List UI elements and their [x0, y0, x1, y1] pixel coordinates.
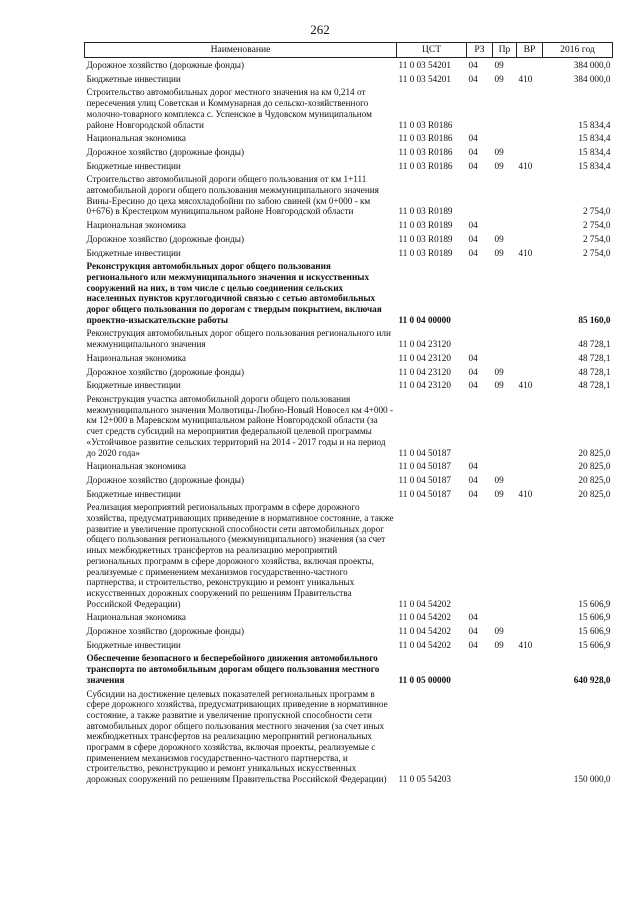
row-pr	[493, 500, 517, 610]
row-name: Бюджетные инвестиции	[86, 488, 181, 499]
row-name: Реконструкция автомобильных дорог общего пользования регионального или межмуниципального значения и искусственных сооружений на них, в том числе с целью соединения сельских населенных пунктов круглогодичной связью с сетью автомобильных дорог общего пользования по дорогам с твердым покрытием, включая проектно-изыскательские работы	[86, 261, 382, 325]
row-vr: 410	[518, 160, 533, 171]
table-row	[85, 624, 613, 638]
row-amount: 15 834,4	[578, 119, 611, 130]
row-code: 11 0 04 54202	[398, 598, 451, 609]
row-name: Реализация мероприятий региональных программ в сфере дорожного хозяйства, предусматривающих приведение в нормативное состояние, а также развитие и увеличение пропускной способности сети автомобильных дорог общего пользования регионального (межмуниципального) значения (за счет иных межбюджетных трансфертов на реализацию мероприятий региональных программ в сфере дорожного хозяйства, включая проекты, реализуемые с применением механизмов государственно-частного партнерства, и строительство, реконструкцию и ремонт уникальных искусственных дорожных сооружений по решениям Правительства Российской Федерации)	[86, 502, 394, 609]
row-name: Национальная экономика	[86, 461, 187, 472]
table-row	[85, 218, 613, 232]
row-code: 11 0 04 23120	[398, 366, 451, 377]
row-amount: 85 160,0	[578, 314, 611, 325]
table-header	[85, 43, 613, 58]
row-vr	[517, 687, 543, 786]
row-pr	[493, 85, 517, 131]
row-rz: 04	[468, 220, 478, 231]
row-name: Дорожное хозяйство (дорожные фонды)	[86, 626, 245, 637]
table-row	[85, 392, 613, 459]
table-row	[85, 145, 613, 159]
row-rz	[467, 392, 493, 459]
row-pr	[493, 351, 517, 365]
row-vr	[517, 85, 543, 131]
row-amount: 15 834,4	[578, 146, 611, 157]
row-name: Реконструкция участка автомобильной дороги общего пользования межмуниципального значения Молвотицы-Любно-Новый Новосел км 4+000 - км 12+000 в Маревском муниципальном районе Новгородской области (за счет средств субсидий на мероприятия федеральной целевой программы «Устойчивое развитие сельских территорий на 2014 - 2017 годы и на период до 2020 года»	[86, 393, 393, 458]
row-rz: 04	[468, 233, 478, 244]
row-amount: 384 000,0	[573, 73, 611, 84]
row-rz: 04	[468, 352, 478, 363]
row-vr: 410	[518, 639, 533, 650]
table-row	[85, 159, 613, 173]
row-rz	[467, 326, 493, 350]
row-vr	[517, 145, 543, 159]
row-vr	[517, 326, 543, 350]
row-name: Национальная экономика	[86, 612, 187, 623]
table-row	[85, 638, 613, 652]
row-pr: 09	[494, 60, 504, 70]
row-amount: 15 606,9	[578, 639, 611, 650]
row-vr	[517, 473, 543, 487]
row-vr: 410	[518, 247, 533, 258]
table-row	[85, 365, 613, 379]
row-name: Реконструкция автомобильных дорог общего пользования регионального или межмуниципального значения	[86, 328, 391, 350]
row-rz: 04	[468, 73, 478, 84]
row-amount: 48 728,1	[578, 352, 611, 363]
table-row	[85, 232, 613, 246]
table-row	[85, 500, 613, 610]
table-row	[85, 131, 613, 145]
row-vr	[517, 259, 543, 326]
row-pr: 09	[494, 366, 504, 377]
row-name: Национальная экономика	[86, 133, 187, 144]
row-pr	[493, 610, 517, 624]
row-code: 11 0 03 R0186	[398, 160, 453, 171]
row-pr: 09	[494, 474, 504, 485]
row-pr	[493, 218, 517, 232]
row-code: 11 0 03 R0186	[398, 133, 453, 144]
row-rz: 04	[468, 461, 478, 472]
table-row	[85, 58, 613, 72]
row-rz: 04	[468, 380, 478, 391]
table-row	[85, 378, 613, 392]
row-rz: 04	[468, 60, 478, 70]
row-code: 11 0 04 50187	[398, 447, 451, 458]
row-amount: 2 754,0	[582, 206, 611, 217]
row-amount: 150 000,0	[573, 774, 611, 785]
row-pr: 09	[494, 247, 504, 258]
row-name: Бюджетные инвестиции	[86, 247, 181, 258]
row-code: 11 0 04 23120	[398, 339, 451, 350]
row-rz: 04	[468, 160, 478, 171]
header-amount: 2016 год	[543, 43, 613, 58]
row-vr	[517, 218, 543, 232]
row-name: Дорожное хозяйство (дорожные фонды)	[86, 474, 245, 485]
row-amount: 2 754,0	[582, 247, 611, 258]
header-rz: РЗ	[467, 43, 493, 58]
row-pr	[493, 687, 517, 786]
row-amount: 48 728,1	[578, 339, 611, 350]
row-name: Обеспечение безопасного и бесперебойного движения автомобильного транспорта по автомобильным дорогам общего пользования местного значения	[86, 653, 380, 685]
table-row	[85, 72, 613, 86]
row-name: Дорожное хозяйство (дорожные фонды)	[86, 60, 245, 70]
row-rz	[467, 500, 493, 610]
row-vr	[517, 172, 543, 218]
row-pr: 09	[494, 233, 504, 244]
row-pr: 09	[494, 639, 504, 650]
row-amount: 15 606,9	[578, 626, 611, 637]
row-code: 11 0 04 50187	[398, 474, 451, 485]
row-rz	[467, 172, 493, 218]
row-name: Дорожное хозяйство (дорожные фонды)	[86, 233, 245, 244]
row-rz: 04	[468, 626, 478, 637]
header-name: Наименование	[85, 43, 397, 58]
table-row	[85, 259, 613, 326]
row-code: 11 0 03 R0189	[398, 220, 453, 231]
row-rz	[467, 259, 493, 326]
table-row	[85, 459, 613, 473]
row-pr: 09	[494, 160, 504, 171]
row-name: Строительство автомобильной дороги общего пользования от км 1+111 автомобильной дороги общего пользования межмуниципального значения Вины-Ересино до цеха мясохладобойни по забою свиней (км 0+000 - км 0+676) в Крестецком муниципальном районе Новгородской области	[86, 174, 379, 217]
row-name: Бюджетные инвестиции	[86, 73, 181, 84]
row-name: Национальная экономика	[86, 352, 187, 363]
row-vr: 410	[518, 73, 533, 84]
row-code: 11 0 03 R0189	[398, 206, 453, 217]
row-code: 11 0 04 54202	[398, 639, 451, 650]
row-vr: 410	[518, 488, 533, 499]
row-code: 11 0 03 R0186	[398, 146, 453, 157]
row-code: 11 0 05 54203	[398, 774, 451, 785]
row-rz: 04	[468, 133, 478, 144]
row-vr	[517, 624, 543, 638]
row-vr	[517, 500, 543, 610]
header-pr: Пр	[493, 43, 517, 58]
row-pr: 09	[494, 380, 504, 391]
row-amount: 384 000,0	[573, 60, 611, 70]
table-row	[85, 487, 613, 501]
row-pr: 09	[494, 488, 504, 499]
row-rz: 04	[468, 488, 478, 499]
row-rz: 04	[468, 612, 478, 623]
row-vr	[517, 232, 543, 246]
row-code: 11 0 03 54201	[398, 73, 451, 84]
row-name: Бюджетные инвестиции	[86, 380, 181, 391]
row-pr	[493, 172, 517, 218]
row-vr	[517, 351, 543, 365]
row-rz: 04	[468, 146, 478, 157]
row-pr	[493, 131, 517, 145]
row-amount: 48 728,1	[578, 380, 611, 391]
table-row	[85, 687, 613, 786]
row-name: Бюджетные инвестиции	[86, 639, 181, 650]
row-name: Строительство автомобильных дорог местного значения на км 0,214 от пересечения улиц Советская и Коммунарная до сельско-хозяйственного молочно-товарного комплекса с. Успенское в Чудовском муниципальном районе Новгородской области	[86, 87, 372, 130]
row-amount: 20 825,0	[578, 474, 611, 485]
row-vr	[517, 365, 543, 379]
header-code: ЦСТ	[397, 43, 467, 58]
row-pr	[493, 392, 517, 459]
row-code: 11 0 03 R0186	[398, 119, 453, 130]
row-amount: 20 825,0	[578, 461, 611, 472]
row-rz: 04	[468, 639, 478, 650]
row-code: 11 0 04 50187	[398, 488, 451, 499]
row-pr	[493, 651, 517, 686]
table-row	[85, 246, 613, 260]
row-rz: 04	[468, 247, 478, 258]
row-amount: 640 928,0	[573, 674, 611, 685]
row-name: Бюджетные инвестиции	[86, 160, 181, 171]
table-body	[85, 58, 613, 786]
table-row	[85, 172, 613, 218]
row-vr	[517, 459, 543, 473]
row-amount: 20 825,0	[578, 488, 611, 499]
row-name: Национальная экономика	[86, 220, 187, 231]
row-vr	[517, 651, 543, 686]
row-code: 11 0 04 23120	[398, 380, 451, 391]
row-amount: 2 754,0	[582, 233, 611, 244]
budget-table	[84, 42, 613, 786]
table-row	[85, 473, 613, 487]
row-amount: 15 834,4	[578, 133, 611, 144]
table-row	[85, 651, 613, 686]
row-rz: 04	[468, 474, 478, 485]
row-code: 11 0 04 00000	[398, 314, 451, 325]
row-code: 11 0 03 R0189	[398, 233, 453, 244]
row-code: 11 0 04 54202	[398, 612, 451, 623]
row-pr	[493, 459, 517, 473]
row-name: Субсидии на достижение целевых показателей региональных программ в сфере дорожного хозяйства, предусматривающих приведение в нормативное состояние, а также развитие и увеличение пропускной способности сети автомобильных дорог общего пользования местного значения (за счет иных межбюджетных трансфертов на реализацию мероприятий региональных программ в сфере дорожного хозяйства, включая проекты, реализуемые с применением механизмов государственно-частного партнерства, и строительство, реконструкцию и ремонт уникальных искусственных дорожных сооружений по решениям Правительства Российской Федерации)	[86, 688, 388, 785]
row-vr	[517, 58, 543, 72]
row-code: 11 0 05 00000	[398, 674, 451, 685]
row-vr	[517, 610, 543, 624]
row-amount: 48 728,1	[578, 366, 611, 377]
row-pr	[493, 326, 517, 350]
row-amount: 15 606,9	[578, 612, 611, 623]
row-pr: 09	[494, 626, 504, 637]
row-pr: 09	[494, 146, 504, 157]
row-amount: 15 834,4	[578, 160, 611, 171]
table-row	[85, 326, 613, 350]
table-row	[85, 610, 613, 624]
row-amount: 15 606,9	[578, 598, 611, 609]
row-rz	[467, 687, 493, 786]
table-row	[85, 351, 613, 365]
row-name: Дорожное хозяйство (дорожные фонды)	[86, 146, 245, 157]
row-code: 11 0 03 54201	[398, 60, 451, 70]
row-pr	[493, 259, 517, 326]
row-rz	[467, 651, 493, 686]
row-rz: 04	[468, 366, 478, 377]
row-code: 11 0 04 50187	[398, 461, 451, 472]
row-code: 11 0 03 R0189	[398, 247, 453, 258]
row-code: 11 0 04 23120	[398, 352, 451, 363]
row-pr: 09	[494, 73, 504, 84]
row-vr: 410	[518, 380, 533, 391]
header-vr: ВР	[517, 43, 543, 58]
row-name: Дорожное хозяйство (дорожные фонды)	[86, 366, 245, 377]
row-code: 11 0 04 54202	[398, 626, 451, 637]
row-amount: 20 825,0	[578, 447, 611, 458]
row-amount: 2 754,0	[582, 220, 611, 231]
row-vr	[517, 131, 543, 145]
row-rz	[467, 85, 493, 131]
page-number: 262	[310, 22, 330, 37]
row-vr	[517, 392, 543, 459]
table-row	[85, 85, 613, 131]
